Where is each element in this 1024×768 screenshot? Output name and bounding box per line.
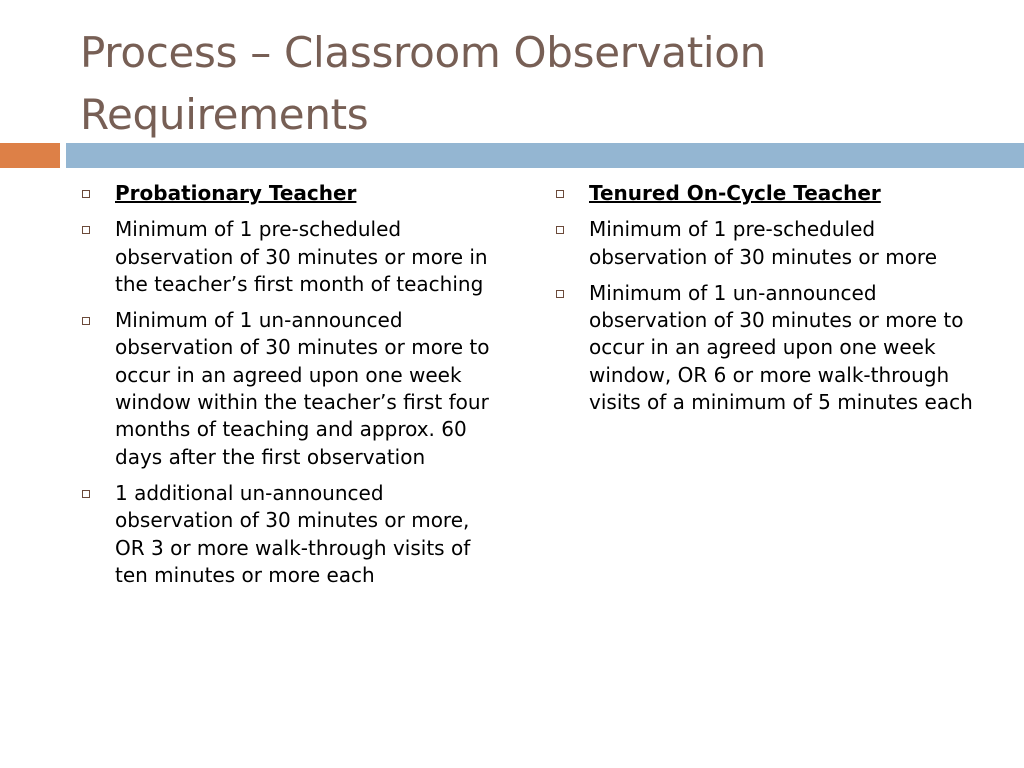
square-bullet-icon [556,226,564,234]
probationary-teacher-heading: Probationary Teacher [115,181,357,205]
list-item-text: 1 additional un-announced observation of 30 minutes or more, OR 3 or more walk-through visits of ten minutes or more each [115,480,471,587]
list-heading [78,180,503,207]
list-item-text: Minimum of 1 un-announced observation of 30 minutes or more to occur in an agreed upon one week window within the teacher’s first four months of teaching and approx. 60 days after the first observation [115,308,490,469]
square-bullet-icon [556,290,564,298]
list-item [552,280,982,416]
square-bullet-icon [82,490,90,498]
square-bullet-icon [82,190,90,198]
list-item [78,307,503,471]
list-item [78,480,503,589]
list-item-text: Minimum of 1 un-announced observation of 30 minutes or more to occur in an agreed upon one week window, OR 6 or more walk-through visits of a minimum of 5 minutes each [589,280,973,415]
square-bullet-icon [82,226,90,234]
accent-bar-orange [0,143,60,168]
probationary-teacher-list [78,180,503,598]
list-item [552,216,982,271]
list-heading [552,180,982,207]
slide-title: Process – Classroom Observation Requirements [80,28,766,139]
list-item [78,216,503,298]
square-bullet-icon [82,317,90,325]
list-item-text: Minimum of 1 pre-scheduled observation of 30 minutes or more in the teacher’s first month of teaching [115,217,488,296]
accent-bar-blue [66,143,1024,168]
list-item-text: Minimum of 1 pre-scheduled observation of 30 minutes or more [589,217,938,269]
square-bullet-icon [556,190,564,198]
tenured-teacher-list [552,180,982,425]
tenured-teacher-heading: Tenured On-Cycle Teacher [589,181,881,205]
